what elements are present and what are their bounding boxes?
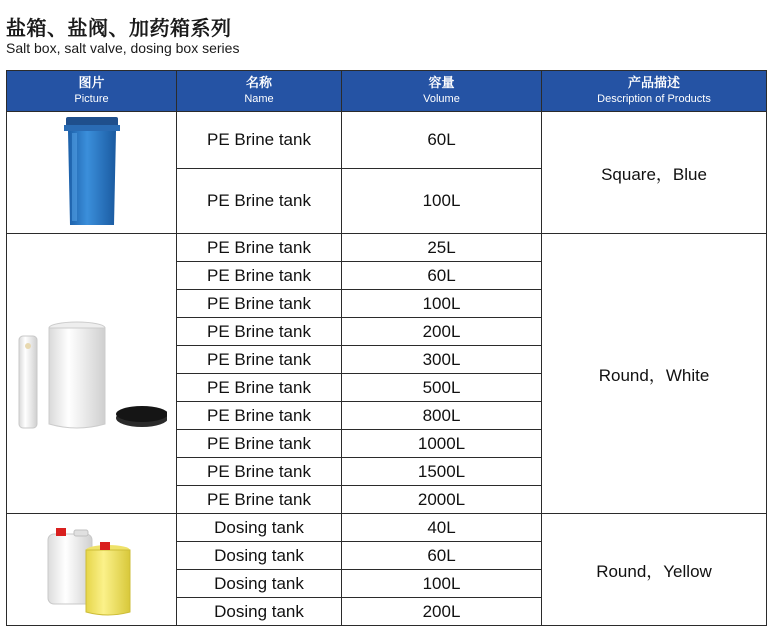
name-cell: PE Brine tank [177,346,342,374]
name-cell: PE Brine tank [177,290,342,318]
name-cell: PE Brine tank [177,262,342,290]
volume-cell: 100L [342,169,542,234]
column-header-zh: 容量 [428,76,455,91]
name-cell: Dosing tank [177,514,342,542]
page-title: 盐箱、盐阀、加药箱系列 [6,16,232,40]
name-cell: PE Brine tank [177,402,342,430]
volume-cell: 60L [342,112,542,169]
volume-cell: 100L [342,290,542,318]
name-cell: PE Brine tank [177,430,342,458]
volume-cell: 60L [342,542,542,570]
column-header-zh: 名称 [245,76,272,91]
volume-cell: 40L [342,514,542,542]
volume-cell: 200L [342,318,542,346]
volume-cell: 1000L [342,430,542,458]
dosing-tank-image [42,520,142,620]
column-header-en: Volume [423,93,460,105]
name-cell: Dosing tank [177,598,342,626]
volume-cell: 200L [342,598,542,626]
product-picture-dosing-tank [7,514,177,626]
name-cell: PE Brine tank [177,374,342,402]
column-header-picture [7,71,177,112]
column-header-volume [342,71,542,112]
volume-cell: 25L [342,234,542,262]
column-header-zh: 图片 [78,76,105,91]
volume-cell: 100L [342,570,542,598]
column-header-en: Description of Products [597,93,711,105]
product-table [6,70,767,626]
volume-cell: 2000L [342,486,542,514]
description-cell: Square，Blue [542,112,767,234]
name-cell: PE Brine tank [177,318,342,346]
column-header-name [177,71,342,112]
table-row [7,234,767,262]
blue-brine-tank-image [62,115,122,230]
name-cell: Dosing tank [177,542,342,570]
volume-cell: 300L [342,346,542,374]
product-picture-blue-tank [7,112,177,234]
column-header-zh: 产品描述 [627,76,680,91]
column-header-description [542,71,767,112]
description-cell: Round，Yellow [542,514,767,626]
table-row [7,514,767,542]
table-row [7,112,767,169]
page-subtitle: Salt box, salt valve, dosing box series [6,40,240,56]
volume-cell: 500L [342,374,542,402]
white-brine-tank-image [17,314,167,434]
volume-cell: 60L [342,262,542,290]
name-cell: PE Brine tank [177,486,342,514]
table-header-row [7,71,767,112]
description-cell: Round，White [542,234,767,514]
volume-cell: 800L [342,402,542,430]
name-cell: PE Brine tank [177,169,342,234]
product-picture-white-tank [7,234,177,514]
volume-cell: 1500L [342,458,542,486]
name-cell: PE Brine tank [177,112,342,169]
column-header-en: Picture [74,93,109,105]
name-cell: Dosing tank [177,570,342,598]
column-header-en: Name [244,93,274,105]
name-cell: PE Brine tank [177,458,342,486]
name-cell: PE Brine tank [177,234,342,262]
